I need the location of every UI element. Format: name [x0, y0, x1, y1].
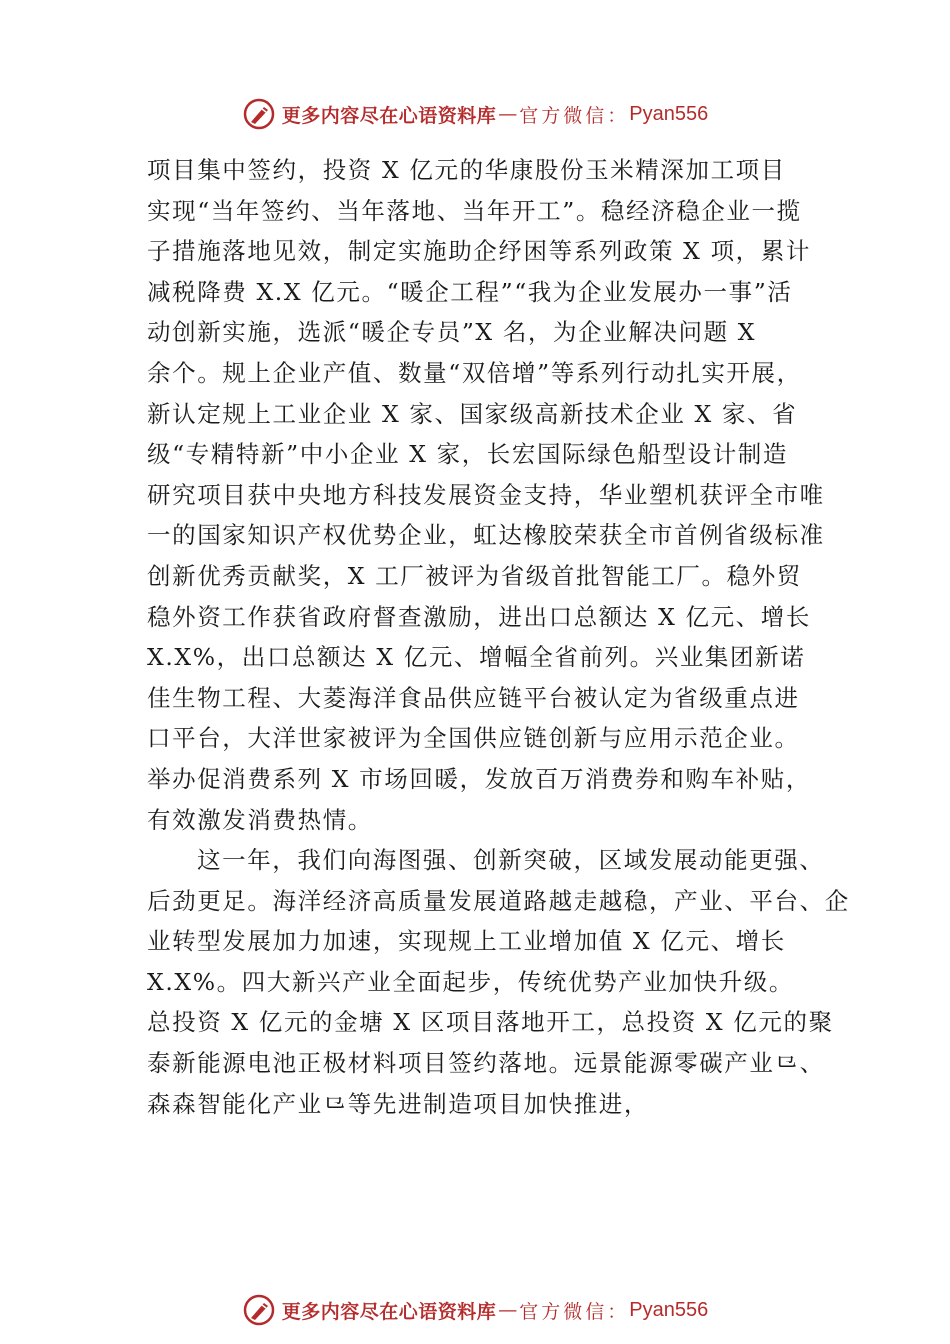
body-line: 新认定规上工业企业 X 家、国家级高新技术企业 X 家、省 — [147, 399, 798, 428]
body-line: 余个。规上企业产值、数量“双倍增”等系列行动扎实开展， — [147, 358, 802, 387]
body-line: 创新优秀贡献奖，X 工厂被评为省级首批智能工厂。稳外贸 — [147, 561, 802, 590]
body-line: 举办促消费系列 X 市场回暖，发放百万消费券和购车补贴， — [147, 764, 811, 793]
watermark-wechat-id: Pyan556 — [629, 102, 709, 125]
watermark-separator: — — [498, 103, 518, 125]
body-line: 有效激发消费热情。 — [147, 805, 373, 834]
watermark-brand: 更多内容尽在心语资料库 — [281, 1300, 497, 1323]
body-line: 后劲更足。海洋经济高质量发展道路越走越稳，产业、平台、企 — [147, 886, 850, 915]
body-line: 研究项目获中央地方科技发展资金支持，华业塑机获评全市唯 — [147, 480, 825, 509]
body-line: X.X%，出口总额达 X 亿元、增幅全省前列。兴业集团新诺 — [147, 643, 806, 672]
header-watermark — [0, 94, 950, 134]
watermark-wechat-label: 官方微信： — [519, 1300, 630, 1323]
watermark-separator: — — [498, 1299, 518, 1321]
pen-logo-icon — [242, 97, 276, 131]
watermark-wechat-label: 官方微信： — [519, 104, 630, 127]
body-line: 减税降费 X.X 亿元。“暖企工程”“我为企业发展办一事”活 — [147, 277, 793, 306]
body-line: 项目集中签约，投资 X 亿元的华康股份玉米精深加工项目 — [147, 156, 786, 184]
body-line: 总投资 X 亿元的金塘 X 区项目落地开工，总投资 X 亿元的聚 — [147, 1008, 834, 1037]
pen-logo-icon — [242, 1293, 276, 1327]
body-line: 佳生物工程、大菱海洋食品供应链平台被认定为省级重点进 — [147, 683, 800, 712]
body-line: 子措施落地见效，制定实施助企纾困等系列政策 X 项，累计 — [147, 237, 811, 266]
body-line: 级“专精特新”中小企业 X 家，长宏国际绿色船型设计制造 — [147, 440, 788, 469]
watermark-wechat-id: Pyan556 — [629, 1298, 709, 1321]
body-line: 一的国家知识产权优势企业，虹达橡胶荣获全市首例省级标准 — [147, 521, 825, 550]
body-line: X.X%。四大新兴产业全面起步，传统优势产业加快升级。 — [147, 967, 794, 996]
body-line: 泰新能源电池正极材料项目签约落地。远景能源零碳产业⺋、 — [147, 1049, 825, 1078]
document-body — [147, 150, 850, 1124]
footer-watermark — [0, 1290, 950, 1330]
body-line: 口平台，大洋世家被评为全国供应链创新与应用示范企业。 — [147, 724, 800, 753]
paragraph-start-line: 这一年，我们向海图强、创新突破，区域发展动能更强、 — [197, 846, 825, 875]
watermark-brand: 更多内容尽在心语资料库 — [281, 104, 497, 127]
body-line: 森森智能化产业⺋等先进制造项目加快推进， — [147, 1089, 649, 1118]
body-line: 实现“当年签约、当年落地、当年开工”。稳经济稳企业一揽 — [147, 196, 802, 225]
body-line: 稳外资工作获省政府督查激励，进出口总额达 X 亿元、增长 — [147, 602, 811, 631]
body-line: 动创新实施，选派“暖企专员”X 名，为企业解决问题 X — [147, 318, 757, 347]
body-line: 业转型发展加力加速，实现规上工业增加值 X 亿元、增长 — [147, 927, 786, 956]
